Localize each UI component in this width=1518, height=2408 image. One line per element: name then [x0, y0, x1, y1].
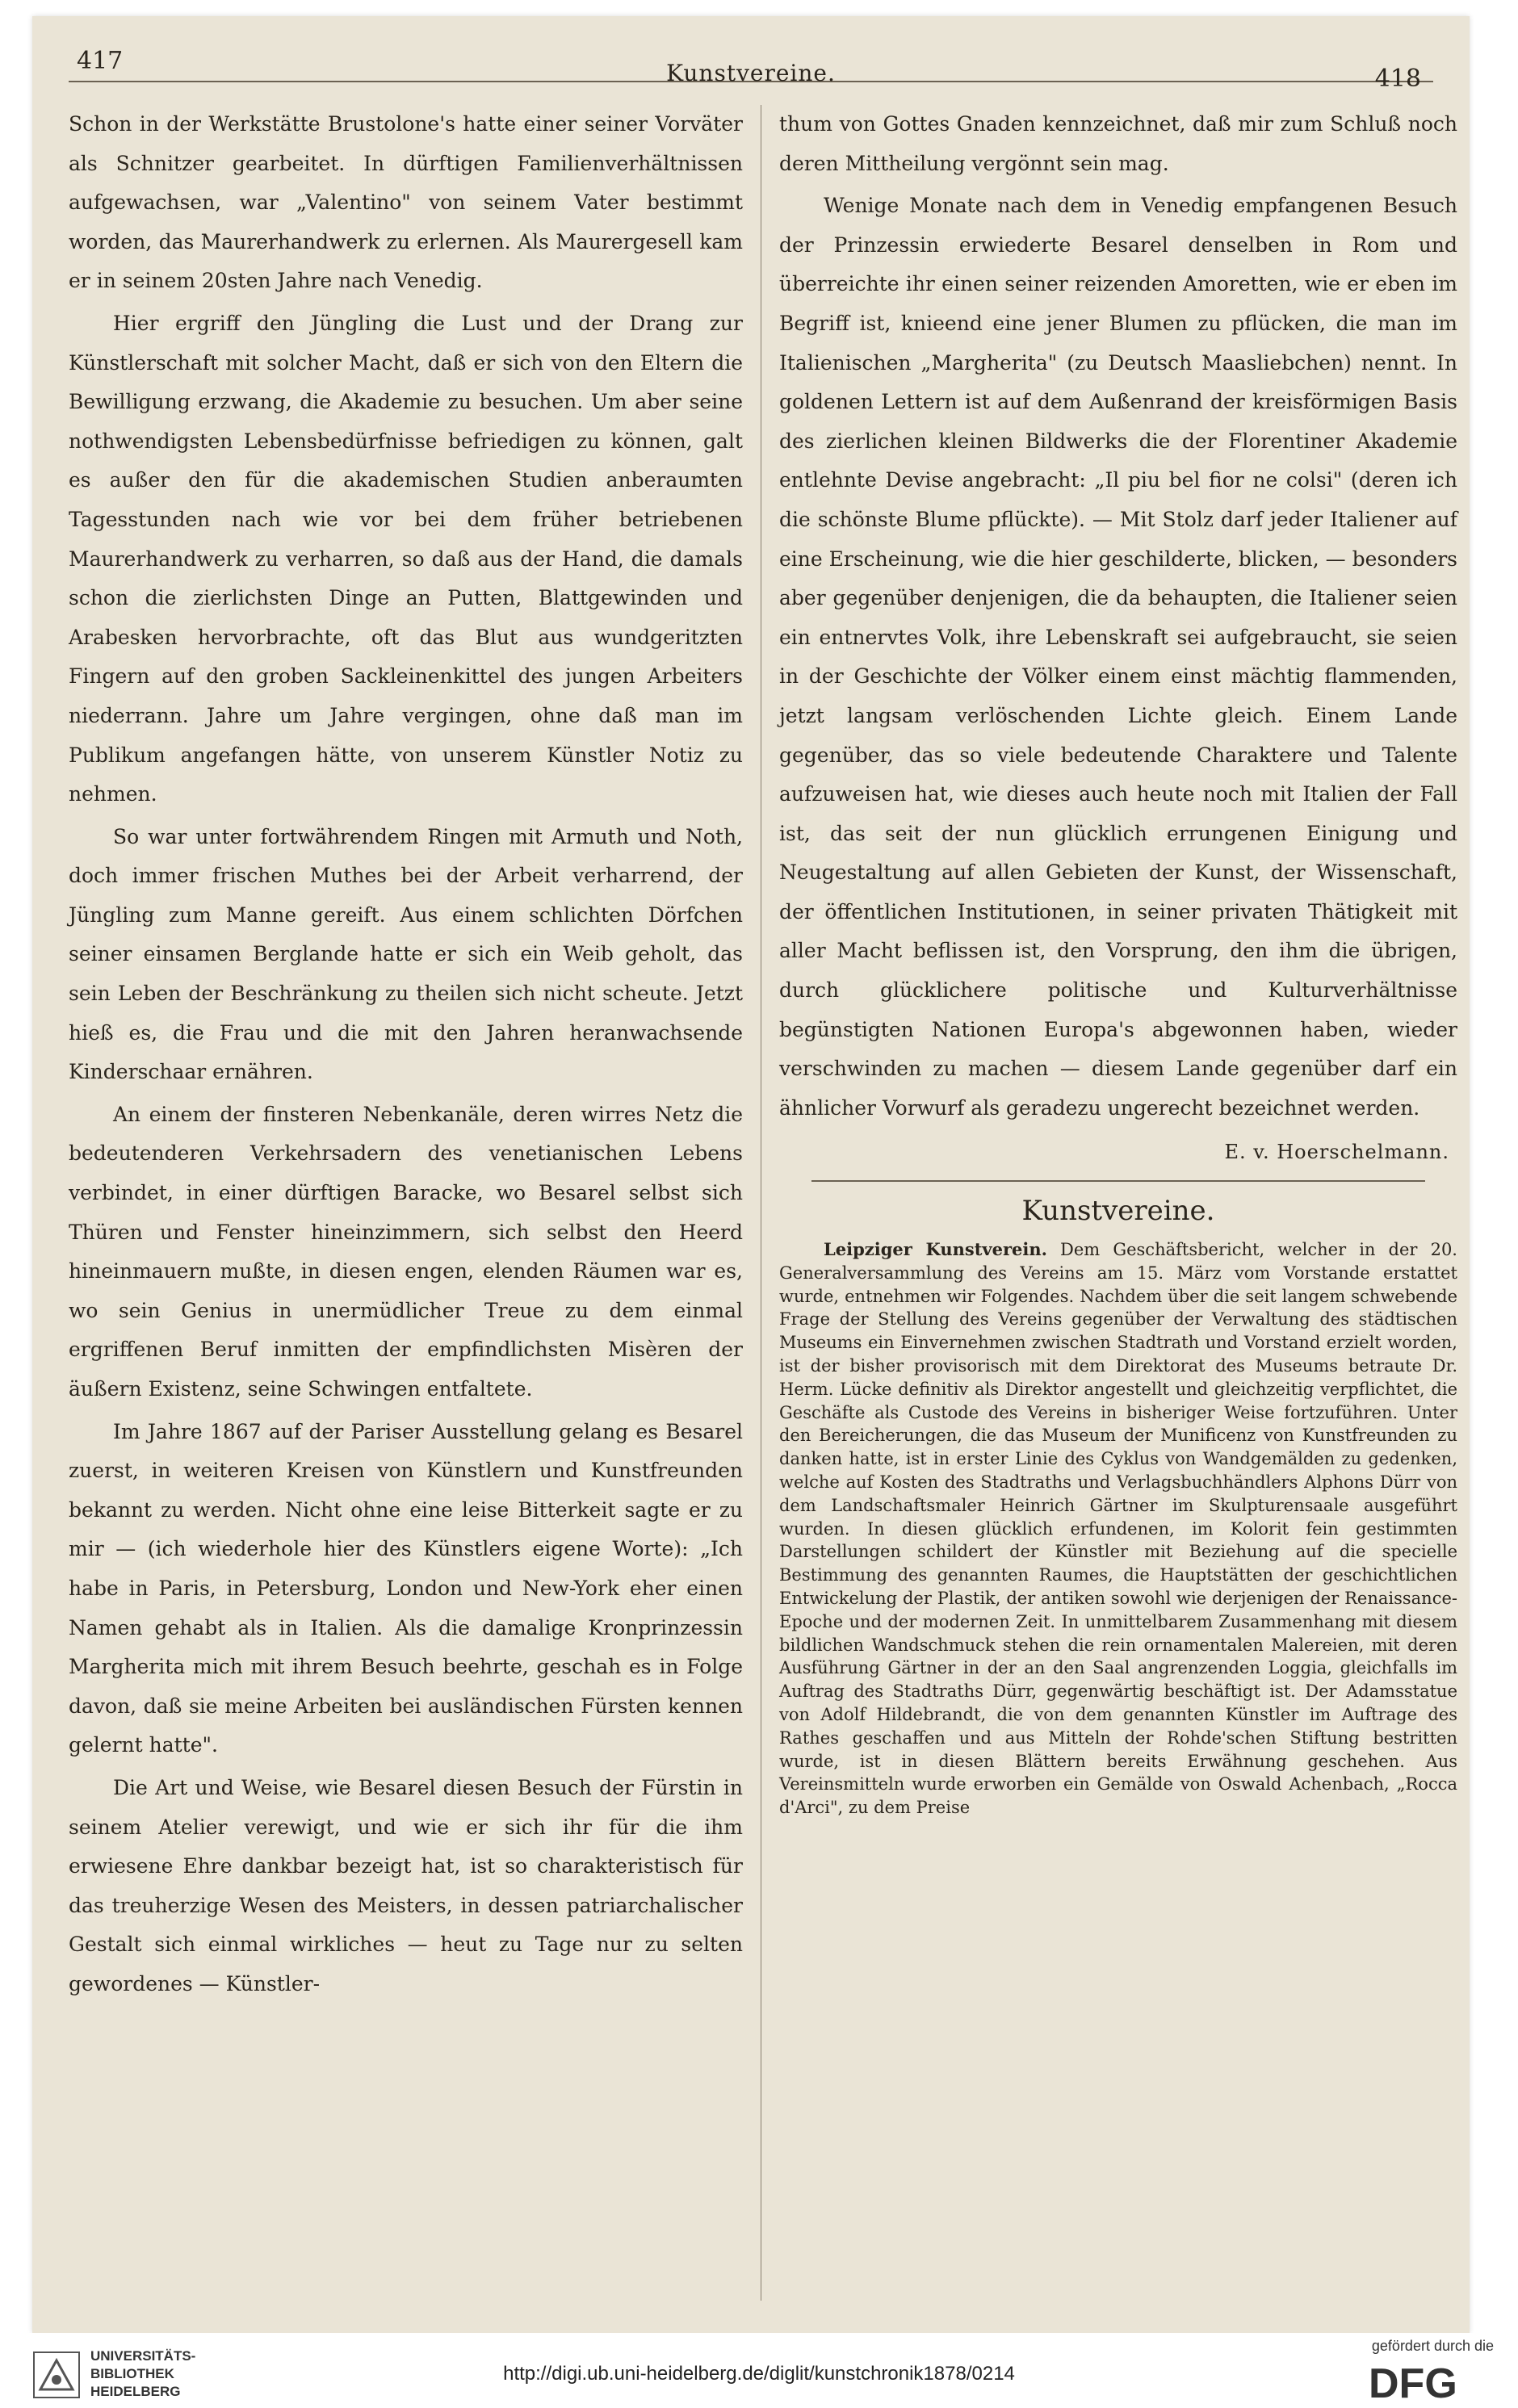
paragraph: thum von Gottes Gnaden kennzeichnet, daß mir zum Schluß noch deren Mittheilung vergönnt sein mag. [779, 112, 1457, 175]
paragraph: Im Jahre 1867 auf der Pariser Ausstellung gelang es Besarel zuerst, in weiteren Kreisen von Künstlern und Kunstfreunden bekannt zu werden. Nicht ohne eine leise Bitterkeit sagte er zu mir — (ich wiederhole hier des Künstlers eigene Worte): „Ich habe in Paris, in Petersburg, London und New-York eher einen Namen gehabt als in Italien. Als die damalige Kronprinzessin Margherita mich mit ihrem Besuch beehrte, geschah es in Folge davon, daß sie meine Arbeiten bei ausländischen Fürsten kennen gelernt hatte". [69, 1419, 743, 1757]
dfg-logo-icon [1369, 2359, 1490, 2404]
svg-text:DFG: DFG [1369, 2360, 1457, 2404]
scanned-page [32, 16, 1470, 2333]
left-column [69, 105, 743, 2008]
page-number-left: 417 [77, 47, 124, 75]
section-paragraph [779, 1238, 1457, 1820]
paragraph: Schon in der Werkstätte Brustolone's hatte einer seiner Vorväter als Schnitzer gearbeitet. In dürftigen Familienverhältnissen aufgewachsen, war „Valentino" von seinem Vater bestimmt worden, das Maurerhandwerk zu erlernen. Als Maurergesell kam er in seinem 20sten Jahre nach Venedig. [69, 112, 743, 293]
library-footer [0, 2333, 1518, 2408]
funded-by-label: gefördert durch die [1371, 2338, 1494, 2354]
paragraph: Die Art und Weise, wie Besarel diesen Besuch der Fürstin in seinem Atelier verewigt, und wie er sich ihr für die ihm erwiesene Ehre dankbar bezeigt hat, ist so charakteristisch für das treuherzige Wesen des Meisters, in dessen patriarchalischer Gestalt sich einmal wirkliches — heut zu Tage nur zu selten gewordenes — Künstler- [69, 1775, 743, 1995]
section-rule [811, 1180, 1425, 1182]
paragraph: An einem der finsteren Nebenkanäle, deren wirres Netz die bedeutenderen Verkehrsadern des venetianischen Lebens verbindet, in einer dürftigen Baracke, wo Besarel selbst sich Thüren und Fenster hineinzimmern, sich selbst den Heerd hineinmauern mußte, in diesen engen, elenden Räumen war es, wo sein Genius in unermüdlicher Treue zu dem einmal ergriffenen Beruf inmitten der empfindlichsten Misèren der äußern Existenz, seine Schwingen entfaltete. [69, 1102, 743, 1401]
paragraph: Wenige Monate nach dem in Venedig empfangenen Besuch der Prinzessin erwiederte Besarel denselben in Rom und überreichte ihr einen seiner reizenden Amoretten, wie er eben im Begriff ist, knieend eine jener Blumen zu pflücken, die man im Italienischen „Margherita" (zu Deutsch Maasliebchen) nennt. In goldenen Lettern ist auf dem Außenrand der kreisförmigen Basis des zierlichen kleinen Bildwerks die der Florentiner Akademie entlehnte Devise angebracht: „Il piu bel fior ne colsi" (deren ich die schönste Blume pflückte). — Mit Stolz darf jeder Italiener auf eine Erscheinung, wie die hier geschilderte, blicken, — besonders aber gegenüber denjenigen, die da behaupten, die Italiener seien ein entnervtes Volk, ihre Lebenskraft sei aufgebraucht, sie seien in der Geschichte der Völker einem einst mächtig flammenden, jetzt langsam verlöschenden Lichte gleich. Einem Lande gegenüber, das so viele bedeutende Charaktere und Talente aufzuweisen hat, wie dieses auch heute noch mit Italien der Fall ist, das seit der nun glücklich errungenen Einigung und Neugestaltung auf allen Gebieten der Kunst, der Wissenschaft, der öffentlichen Institutionen, in seiner privaten Thätigkeit mit aller Macht beflissen ist, den Vorsprung, den ihm die übrigen, durch glücklichere politische und Kulturverhältnisse begünstigten Nationen Europa's abgewonnen haben, wieder verschwinden zu machen — diesem Lande gegenüber darf ein ähnlicher Vorwurf als geradezu ungerecht bezeichnet werden. [779, 194, 1457, 1120]
section-text: Dem Geschäftsbericht, welcher in der 20. Generalversammlung des Vereins am 15. März vom Vorstande erstattet wurde, entnehmen wir Folgendes. Nachdem über die seit langem schwebende Frage der Stellung des Vereins gegenüber der Verwaltung des städtischen Museums ein Einvernehmen zwischen Stadtrath und Vorstand erzielt worden, ist der bisher provisorisch mit dem Direktorat des Museums betraute Dr. Herm. Lücke definitiv als Direktor angestellt und gleichzeitig verpflichtet, die Geschäfte als Custode des Vereins in bisheriger Weise fortzuführen. Unter den Bereicherungen, die das Museum der Munificenz von Kunstfreunden zu danken hatte, ist in erster Linie des Cyklus von Wandgemälden zu gedenken, welche auf Kosten des Stadtraths und Verlagsbuchhändlers Alphons Dürr von dem Landschaftsmaler Heinrich Gärtner im Skulpturensaale ausgeführt wurden. In diesen glücklich erfundenen, im Kolorit fein gestimmten Darstellungen schildert der Künstler mit Beziehung auf die specielle Bestimmung des genannten Raumes, die Hauptstätten der geschichtlichen Entwickelung der Plastik, der antiken sowohl wie derjenigen der Renaissance-Epoche und der modernen Zeit. In unmittelbarem Zusammenhang mit diesem bildlichen Wandschmuck stehen die rein ornamentalen Malereien, mit deren Ausführung Gärtner in der an den Saal angrenzenden Loggia, gleichfalls im Auftrag des Stadtraths Dürr, gegenwärtig beschäftigt ist. Der Adamsstatue von Adolf Hildebrandt, die von dem genannten Künstler im Auftrage des Rathes geschaffen und aus Mitteln der Rohde'schen Stiftung bestritten wurde, ist in diesen Blättern bereits Erwähnung geschehen. Aus Vereinsmitteln wurde erworben ein Gemälde von Oswald Achenbach, „Rocca d'Arci", zu dem Preise [779, 1240, 1457, 1818]
running-header [69, 32, 1433, 93]
paragraph: So war unter fortwährendem Ringen mit Armuth und Noth, doch immer frischen Muthes bei der Arbeit verharrend, der Jüngling zum Manne gereift. Aus einem schlichten Dörfchen seiner einsamen Berglande hatte er sich ein Weib geholt, das sein Leben der Beschränkung zu theilen sich nicht scheute. Jetzt hieß es, die Frau und die mit den Jahren heranwachsende Kinderschaar ernähren. [69, 824, 743, 1084]
running-title: Kunstvereine. [666, 60, 836, 86]
page-number-right: 418 [1374, 65, 1421, 93]
institution-name: UNIVERSITÄTS- BIBLIOTHEK HEIDELBERG [90, 2348, 196, 2399]
author-signature: E. v. Hoerschelmann. [1224, 1141, 1449, 1164]
right-column [779, 105, 1457, 1823]
paragraph: Hier ergriff den Jüngling die Lust und der Drang zur Künstlerschaft mit solcher Macht, daß er sich von den Eltern die Bewilligung erzwang, die Akademie zu besuchen. Um aber seine nothwendigsten Lebensbedürfnisse befriedigen zu können, galt es außer den für die akademischen Studien anberaumten Tagesstunden nach wie vor bei dem früher betriebenen Maurerhandwerk zu verharren, so daß aus der Hand, die damals schon die zierlichsten Dinge an Putten, Blattgewinden und Arabesken hervorbrachte, oft das Blut aus wundgeritzten Fingern auf den groben Sackleinenkittel des jungen Arbeiters niederrann. Jahre um Jahre vergingen, ohne daß man im Publikum angefangen hätte, von unserem Künstler Notiz zu nehmen. [69, 311, 743, 806]
section-title: Kunstvereine. [1021, 1195, 1215, 1228]
section-lead: Leipziger Kunstverein. [824, 1239, 1047, 1260]
source-url-link[interactable]: http://digi.ub.uni-heidelberg.de/diglit/kunstchronik1878/0214 [503, 2363, 1015, 2385]
